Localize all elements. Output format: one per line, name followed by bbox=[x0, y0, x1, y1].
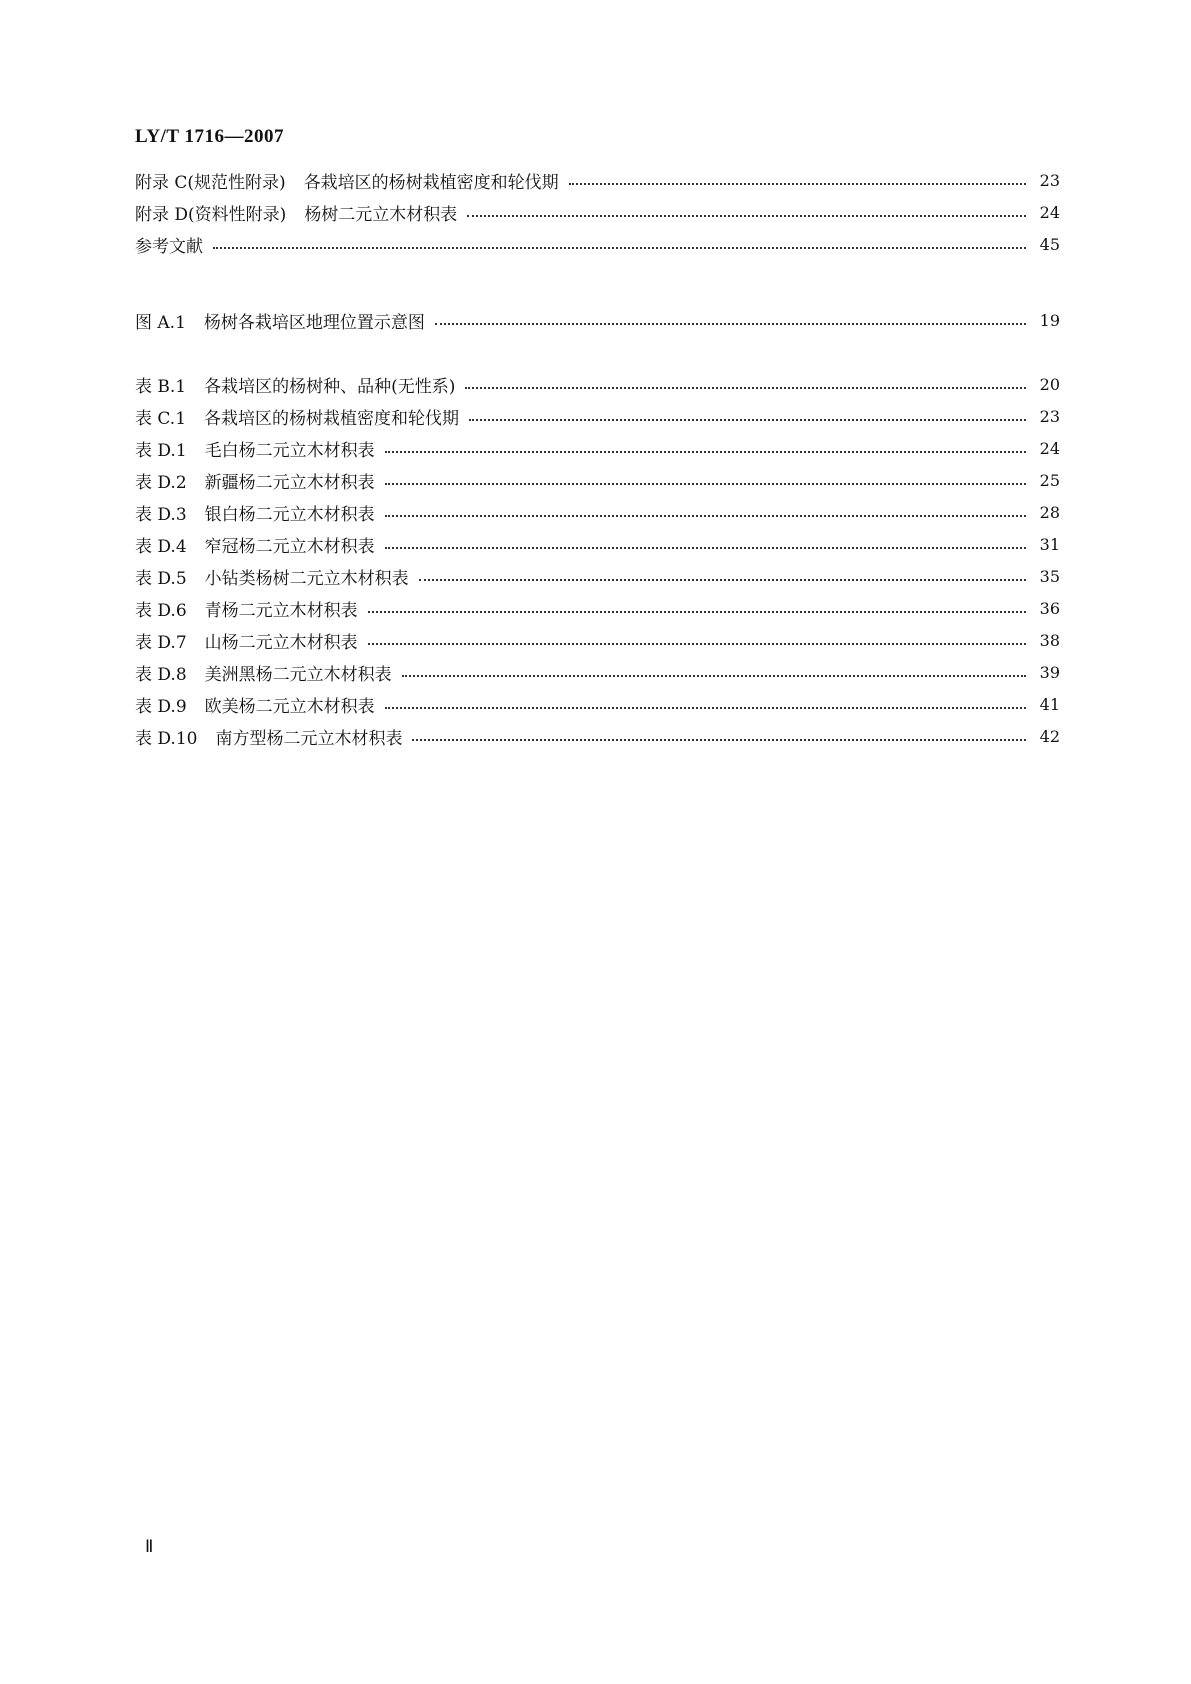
toc-entry-title: 各栽培区的杨树栽植密度和轮伐期 bbox=[204, 408, 460, 429]
dot-leader bbox=[385, 707, 1026, 709]
toc-entry-title: 小钻类杨树二元立木材积表 bbox=[204, 568, 409, 589]
toc-entry-page: 38 bbox=[1039, 630, 1060, 650]
dot-leader bbox=[419, 579, 1026, 581]
toc-entry-title: 山杨二元立木材积表 bbox=[204, 632, 358, 653]
toc-entry-title: 毛白杨二元立木材积表 bbox=[204, 440, 375, 461]
toc-entry[interactable] bbox=[135, 368, 1060, 400]
toc-entry-label: 表 D.3 bbox=[135, 504, 187, 525]
toc-entry-label: 附录 C(规范性附录) bbox=[135, 172, 286, 193]
standard-code: LY/T 1716—2007 bbox=[135, 126, 285, 147]
toc-entry[interactable] bbox=[135, 496, 1060, 528]
toc-entry-title: 参考文献 bbox=[135, 236, 203, 257]
toc-table-section bbox=[135, 368, 1060, 752]
toc-entry-page: 42 bbox=[1039, 726, 1060, 746]
toc-entry-page: 41 bbox=[1039, 694, 1060, 714]
toc-entry[interactable] bbox=[135, 196, 1060, 228]
toc-entry-page: 19 bbox=[1039, 310, 1060, 330]
toc-entry-label: 表 D.6 bbox=[135, 600, 187, 621]
toc-entry-page: 20 bbox=[1039, 374, 1060, 394]
dot-leader bbox=[465, 387, 1025, 389]
toc-entry-title: 杨树二元立木材积表 bbox=[304, 204, 458, 225]
toc-entry-title: 新疆杨二元立木材积表 bbox=[204, 472, 375, 493]
toc-entry-label: 表 D.9 bbox=[135, 696, 187, 717]
toc-entry-label: 表 C.1 bbox=[135, 408, 187, 429]
dot-leader bbox=[412, 739, 1025, 741]
toc-entry-page: 28 bbox=[1039, 502, 1060, 522]
toc-entry-title: 美洲黑杨二元立木材积表 bbox=[204, 664, 392, 685]
toc-entry[interactable] bbox=[135, 164, 1060, 196]
toc-entry-label: 表 D.10 bbox=[135, 728, 198, 749]
toc-entry[interactable] bbox=[135, 432, 1060, 464]
toc-entry-title: 杨树各栽培区地理位置示意图 bbox=[203, 312, 425, 333]
toc-figure-section bbox=[135, 304, 1060, 336]
dot-leader bbox=[385, 515, 1026, 517]
dot-leader bbox=[368, 611, 1026, 613]
toc-entry-page: 23 bbox=[1039, 170, 1060, 190]
dot-leader bbox=[385, 451, 1026, 453]
toc-entry-page: 24 bbox=[1039, 438, 1060, 458]
dot-leader bbox=[569, 183, 1026, 185]
page-number: Ⅱ bbox=[145, 1537, 154, 1556]
toc-entry[interactable] bbox=[135, 720, 1060, 752]
toc-entry[interactable] bbox=[135, 304, 1060, 336]
toc-entry-page: 45 bbox=[1039, 234, 1060, 254]
toc-entry-title: 欧美杨二元立木材积表 bbox=[204, 696, 375, 717]
toc-entry[interactable] bbox=[135, 228, 1060, 260]
toc-entry-label: 表 B.1 bbox=[135, 376, 187, 397]
dot-leader bbox=[385, 483, 1026, 485]
toc-entry-title: 窄冠杨二元立木材积表 bbox=[204, 536, 375, 557]
toc-entry-page: 31 bbox=[1039, 534, 1060, 554]
toc-entry[interactable] bbox=[135, 688, 1060, 720]
toc-entry-page: 39 bbox=[1039, 662, 1060, 682]
dot-leader bbox=[213, 247, 1026, 249]
toc-entry-page: 25 bbox=[1039, 470, 1060, 490]
toc-entry-label: 表 D.8 bbox=[135, 664, 187, 685]
toc-entry[interactable] bbox=[135, 656, 1060, 688]
toc-entry[interactable] bbox=[135, 624, 1060, 656]
dot-leader bbox=[435, 323, 1026, 325]
toc-entry-label: 表 D.1 bbox=[135, 440, 187, 461]
toc-entry[interactable] bbox=[135, 592, 1060, 624]
dot-leader bbox=[469, 419, 1026, 421]
dot-leader bbox=[368, 643, 1026, 645]
toc-entry-label: 附录 D(资料性附录) bbox=[135, 204, 287, 225]
toc-appendix-section bbox=[135, 164, 1060, 260]
toc-entry-page: 23 bbox=[1039, 406, 1060, 426]
dot-leader bbox=[385, 547, 1026, 549]
toc-entry-page: 35 bbox=[1039, 566, 1060, 586]
toc-entry-label: 图 A.1 bbox=[135, 312, 186, 333]
toc-entry-page: 24 bbox=[1039, 202, 1060, 222]
toc-entry-page: 36 bbox=[1039, 598, 1060, 618]
toc-entry-title: 各栽培区的杨树栽植密度和轮伐期 bbox=[303, 172, 559, 193]
toc-entry[interactable] bbox=[135, 400, 1060, 432]
dot-leader bbox=[467, 215, 1025, 217]
toc-entry-title: 各栽培区的杨树种、品种(无性系) bbox=[204, 376, 456, 397]
toc-entry-title: 青杨二元立木材积表 bbox=[204, 600, 358, 621]
dot-leader bbox=[402, 675, 1026, 677]
toc-entry-label: 表 D.7 bbox=[135, 632, 187, 653]
toc-entry-label: 表 D.5 bbox=[135, 568, 187, 589]
toc-entry[interactable] bbox=[135, 528, 1060, 560]
toc-entry[interactable] bbox=[135, 560, 1060, 592]
toc-entry-title: 银白杨二元立木材积表 bbox=[204, 504, 375, 525]
toc-entry[interactable] bbox=[135, 464, 1060, 496]
toc-entry-title: 南方型杨二元立木材积表 bbox=[215, 728, 403, 749]
toc-entry-label: 表 D.2 bbox=[135, 472, 187, 493]
toc-entry-label: 表 D.4 bbox=[135, 536, 187, 557]
